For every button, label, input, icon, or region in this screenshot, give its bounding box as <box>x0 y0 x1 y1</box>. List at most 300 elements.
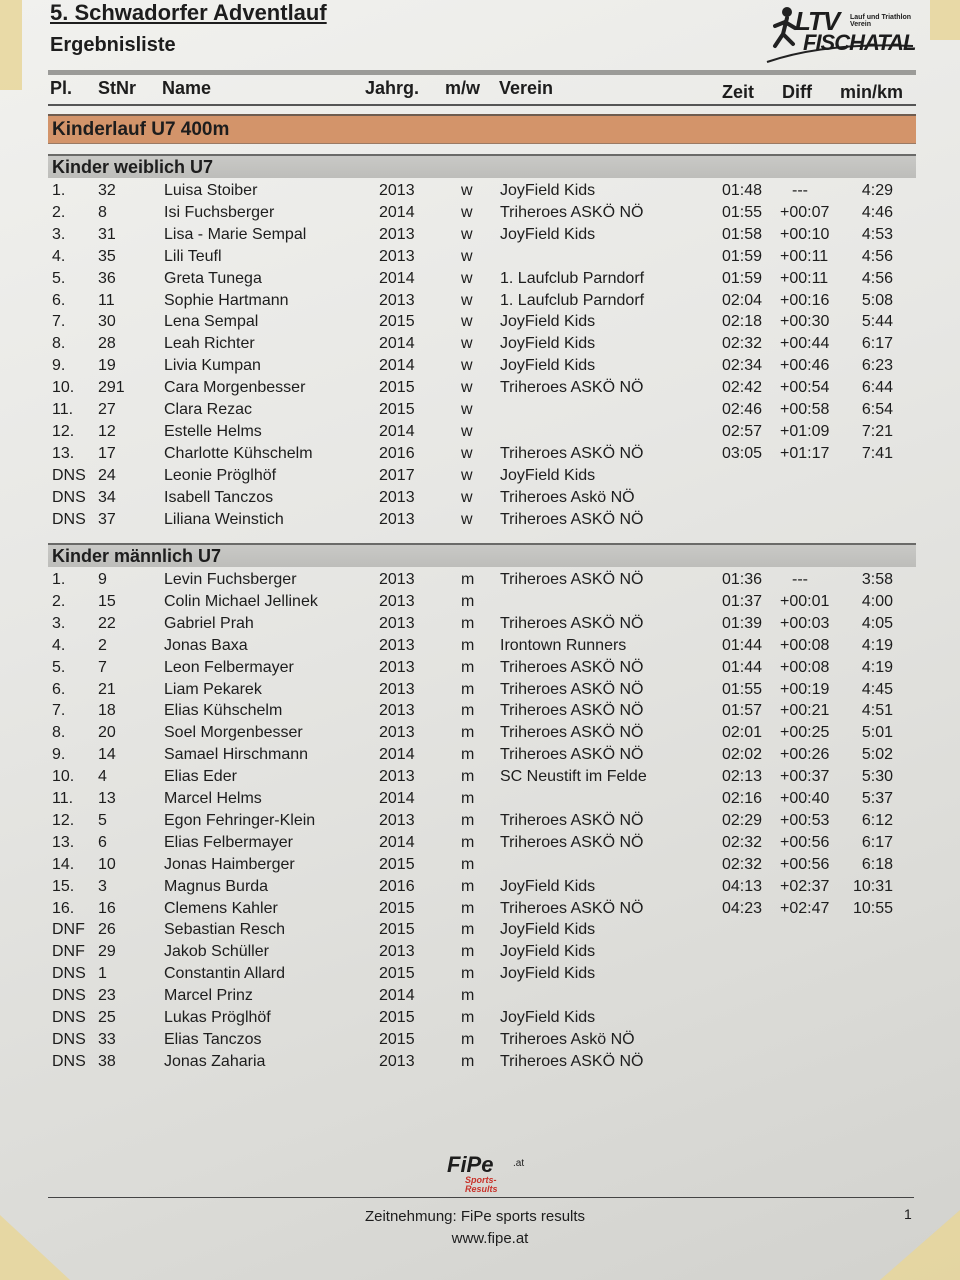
pace-cell: 4:29 <box>861 182 893 199</box>
col-header-place: Pl. <box>50 78 73 98</box>
group-title: Kinder männlich U7 <box>52 546 222 566</box>
name-cell: Lili Teufl <box>164 247 222 265</box>
name-cell: Magnus Burda <box>164 877 269 895</box>
sex-cell: m <box>461 987 475 1005</box>
club-cell: Irontown Runners <box>500 636 627 654</box>
birth-year-cell: 2014 <box>379 833 415 851</box>
table-row <box>0 681 960 703</box>
birth-year-cell: 2013 <box>379 943 415 961</box>
club-cell: JoyField Kids <box>500 225 596 243</box>
diff-cell: +00:37 <box>780 768 830 786</box>
place-cell: 6. <box>52 680 66 698</box>
place-cell: 16. <box>52 899 75 917</box>
sex-cell: m <box>461 614 475 632</box>
start-number-cell: 10 <box>98 855 116 873</box>
name-cell: Jakob Schüller <box>164 943 269 961</box>
birth-year-cell: 2013 <box>379 724 415 742</box>
table-row <box>0 593 960 615</box>
table-row <box>0 423 960 445</box>
place-cell: DNF <box>52 943 85 961</box>
birth-year-cell: 2015 <box>379 401 415 418</box>
table-row <box>0 313 960 335</box>
place-cell: DNS <box>52 987 86 1005</box>
logo-tagline: Lauf und Triathlon Verein <box>850 14 912 28</box>
place-cell: DNS <box>52 510 86 528</box>
name-cell: Isabell Tanczos <box>164 488 274 506</box>
name-cell: Leon Felbermayer <box>164 658 294 676</box>
time-cell: 02:18 <box>722 313 763 331</box>
table-row <box>0 724 960 746</box>
name-cell: Estelle Helms <box>164 422 262 440</box>
time-cell: 02:04 <box>722 291 763 309</box>
place-cell: 14. <box>52 855 75 873</box>
birth-year-cell: 2013 <box>379 636 415 654</box>
start-number-cell: 11 <box>98 291 115 309</box>
group-title: Kinder weiblich U7 <box>52 157 214 177</box>
footer-rule <box>48 1197 914 1198</box>
pace-cell: 5:08 <box>861 291 893 309</box>
time-cell: 02:42 <box>722 379 763 397</box>
sex-cell: m <box>461 746 475 764</box>
place-cell: 3. <box>52 614 66 632</box>
club-cell: Triheroes ASKÖ NÖ <box>500 1052 644 1070</box>
pace-cell: 6:17 <box>861 833 893 851</box>
birth-year-cell: 2016 <box>379 877 415 895</box>
table-row <box>0 571 960 593</box>
sex-cell: w <box>461 488 473 506</box>
table-row <box>0 702 960 724</box>
name-cell: Marcel Helms <box>164 790 262 807</box>
ltv-fischatal-logo <box>765 2 915 64</box>
table-row <box>0 768 960 790</box>
time-cell: 02:32 <box>722 833 763 851</box>
header-rule <box>48 70 916 75</box>
club-cell: JoyField Kids <box>500 335 596 353</box>
place-cell: 12. <box>52 811 75 829</box>
time-cell: 01:55 <box>722 680 763 698</box>
diff-cell: +00:53 <box>780 811 830 829</box>
start-number-cell: 7 <box>98 658 107 676</box>
name-cell: Greta Tunega <box>164 269 262 287</box>
place-cell: 11. <box>52 401 74 418</box>
club-cell: Triheroes ASKÖ NÖ <box>500 203 644 221</box>
place-cell: 2. <box>52 203 66 221</box>
sex-cell: m <box>461 658 475 676</box>
birth-year-cell: 2015 <box>379 1030 415 1048</box>
diff-cell: +00:11 <box>780 269 829 287</box>
birth-year-cell: 2013 <box>379 592 415 610</box>
birth-year-cell: 2013 <box>379 182 415 199</box>
sex-cell: w <box>461 422 473 440</box>
sex-cell: w <box>461 203 473 221</box>
time-cell: 01:37 <box>722 592 763 610</box>
sex-cell: m <box>461 592 475 610</box>
name-cell: Livia Kumpan <box>164 357 261 375</box>
name-cell: Elias Kühschelm <box>164 702 283 720</box>
sex-cell: w <box>461 313 473 331</box>
table-row <box>0 659 960 681</box>
name-cell: Lena Sempal <box>164 313 259 331</box>
logo-ltv-text: LTV <box>795 6 840 36</box>
header-underline <box>48 104 916 106</box>
group-header <box>48 543 916 567</box>
diff-cell: +00:16 <box>780 291 830 309</box>
name-cell: Jonas Zaharia <box>164 1052 266 1070</box>
diff-cell: +00:26 <box>780 746 830 764</box>
time-cell: 01:58 <box>722 225 763 243</box>
place-cell: DNS <box>52 1030 86 1048</box>
sex-cell: m <box>461 899 475 917</box>
table-row <box>0 270 960 292</box>
name-cell: Liam Pekarek <box>164 680 262 698</box>
diff-cell: +00:30 <box>780 313 830 331</box>
name-cell: Lisa - Marie Sempal <box>164 225 307 243</box>
pace-cell: 5:37 <box>861 790 893 807</box>
start-number-cell: 22 <box>98 614 116 632</box>
time-cell: 03:05 <box>722 444 763 462</box>
time-cell: 01:59 <box>722 269 763 287</box>
diff-cell: +00:10 <box>780 225 830 243</box>
diff-cell: +01:09 <box>780 422 830 440</box>
pace-cell: 5:30 <box>861 768 893 786</box>
name-cell: Sebastian Resch <box>164 921 285 939</box>
logo-fischatal-text: FISCHATAL <box>803 30 916 55</box>
sex-cell: m <box>461 636 475 654</box>
sex-cell: m <box>461 965 475 983</box>
pace-cell: 10:31 <box>852 877 893 895</box>
diff-cell: +00:03 <box>780 614 830 632</box>
place-cell: 1. <box>52 571 66 588</box>
start-number-cell: 17 <box>98 444 116 462</box>
club-cell: Triheroes ASKÖ NÖ <box>500 510 644 528</box>
start-number-cell: 24 <box>98 466 116 484</box>
sex-cell: m <box>461 855 475 873</box>
club-cell: JoyField Kids <box>500 965 596 983</box>
table-row <box>0 182 960 204</box>
birth-year-cell: 2013 <box>379 658 415 676</box>
place-cell: DNS <box>52 1009 86 1026</box>
name-cell: Sophie Hartmann <box>164 291 289 309</box>
start-number-cell: 2 <box>98 636 107 654</box>
name-cell: Isi Fuchsberger <box>164 203 275 221</box>
pace-cell: 6:23 <box>861 357 893 375</box>
start-number-cell: 14 <box>98 746 116 764</box>
birth-year-cell: 2014 <box>379 203 415 221</box>
sex-cell: m <box>461 768 475 786</box>
club-cell: JoyField Kids <box>500 943 596 961</box>
table-row <box>0 204 960 226</box>
name-cell: Clara Rezac <box>164 401 253 418</box>
place-cell: 5. <box>52 658 66 676</box>
time-cell: 01:44 <box>722 636 763 654</box>
name-cell: Lukas Pröglhöf <box>164 1009 271 1026</box>
start-number-cell: 21 <box>98 680 116 698</box>
start-number-cell: 32 <box>98 182 116 199</box>
diff-cell: --- <box>792 571 808 588</box>
pace-cell: 6:54 <box>861 401 893 418</box>
fipe-logo-domain: .at <box>513 1158 525 1169</box>
sex-cell: m <box>461 833 475 851</box>
time-cell: 02:29 <box>722 811 763 829</box>
club-cell: JoyField Kids <box>500 357 596 375</box>
time-cell: 01:39 <box>722 614 763 632</box>
sex-cell: w <box>461 444 473 462</box>
sex-cell: w <box>461 182 473 199</box>
club-cell: Triheroes ASKÖ NÖ <box>500 614 644 632</box>
birth-year-cell: 2014 <box>379 269 415 287</box>
name-cell: Elias Eder <box>164 768 237 786</box>
place-cell: DNS <box>52 1052 86 1070</box>
diff-cell: +00:08 <box>780 658 830 676</box>
club-cell: Triheroes ASKÖ NÖ <box>500 811 644 829</box>
start-number-cell: 19 <box>98 357 116 375</box>
time-cell: 02:13 <box>722 768 763 786</box>
table-row <box>0 248 960 270</box>
start-number-cell: 27 <box>98 401 116 418</box>
pace-cell: 4:51 <box>861 702 893 720</box>
club-cell: Triheroes ASKÖ NÖ <box>500 724 644 742</box>
place-cell: 1. <box>52 182 66 199</box>
table-row <box>0 1053 960 1075</box>
place-cell: 8. <box>52 724 66 742</box>
pace-cell: 7:41 <box>861 444 893 462</box>
place-cell: 4. <box>52 247 66 265</box>
diff-cell: +00:44 <box>780 335 830 353</box>
place-cell: 10. <box>52 379 75 397</box>
name-cell: Leonie Pröglhöf <box>164 466 277 484</box>
pace-cell: 4:00 <box>861 592 893 610</box>
sex-cell: m <box>461 702 475 720</box>
sex-cell: w <box>461 291 473 309</box>
table-row <box>0 637 960 659</box>
pace-cell: 3:58 <box>861 571 893 588</box>
pace-cell: 4:46 <box>861 203 893 221</box>
start-number-cell: 15 <box>98 592 116 610</box>
pace-cell: 6:18 <box>861 855 893 873</box>
time-cell: 02:01 <box>722 724 763 742</box>
start-number-cell: 36 <box>98 269 116 287</box>
time-cell: 01:57 <box>722 702 763 720</box>
start-number-cell: 34 <box>98 488 116 506</box>
pace-cell: 7:21 <box>861 422 893 440</box>
place-cell: 11. <box>52 790 74 807</box>
sex-cell: m <box>461 1030 475 1048</box>
birth-year-cell: 2015 <box>379 1009 415 1026</box>
table-row <box>0 943 960 965</box>
time-cell: 01:44 <box>722 658 763 676</box>
results-list-heading: Ergebnisliste <box>50 34 176 56</box>
diff-cell: +00:08 <box>780 636 830 654</box>
sex-cell: w <box>461 357 473 375</box>
col-header-sex: m/w <box>445 78 481 98</box>
pace-cell: 4:56 <box>861 269 893 287</box>
category-bar <box>48 114 916 144</box>
place-cell: 12. <box>52 422 75 440</box>
start-number-cell: 13 <box>98 790 116 807</box>
sex-cell: w <box>461 335 473 353</box>
place-cell: 13. <box>52 833 75 851</box>
sex-cell: w <box>461 466 473 484</box>
name-cell: Marcel Prinz <box>164 987 253 1005</box>
place-cell: 4. <box>52 636 66 654</box>
club-cell: JoyField Kids <box>500 182 596 199</box>
club-cell: Triheroes ASKÖ NÖ <box>500 899 644 917</box>
sex-cell: w <box>461 269 473 287</box>
col-header-time: Zeit <box>722 82 755 102</box>
start-number-cell: 29 <box>98 943 116 961</box>
diff-cell: +00:40 <box>780 790 830 807</box>
time-cell: 02:32 <box>722 855 763 873</box>
club-cell: Triheroes ASKÖ NÖ <box>500 658 644 676</box>
birth-year-cell: 2014 <box>379 987 415 1005</box>
time-cell: 02:16 <box>722 790 763 807</box>
start-number-cell: 37 <box>98 510 116 528</box>
place-cell: DNS <box>52 965 86 983</box>
club-cell: Triheroes ASKÖ NÖ <box>500 833 644 851</box>
birth-year-cell: 2013 <box>379 488 415 506</box>
pace-cell: 4:05 <box>861 614 893 632</box>
birth-year-cell: 2013 <box>379 680 415 698</box>
col-header-name: Name <box>162 78 212 98</box>
table-row <box>0 878 960 900</box>
pace-cell: 4:19 <box>861 636 893 654</box>
place-cell: 5. <box>52 269 66 287</box>
sex-cell: m <box>461 790 475 807</box>
birth-year-cell: 2015 <box>379 313 415 331</box>
birth-year-cell: 2015 <box>379 921 415 939</box>
club-cell: Triheroes ASKÖ NÖ <box>500 379 644 397</box>
place-cell: 6. <box>52 291 66 309</box>
name-cell: Luisa Stoiber <box>164 182 258 199</box>
website-url[interactable]: www.fipe.at <box>451 1230 529 1247</box>
start-number-cell: 9 <box>98 571 107 588</box>
table-row <box>0 511 960 533</box>
club-cell: JoyField Kids <box>500 313 596 331</box>
start-number-cell: 38 <box>98 1052 116 1070</box>
name-cell: Samael Hirschmann <box>164 746 309 764</box>
name-cell: Jonas Haimberger <box>164 855 295 873</box>
diff-cell: +00:56 <box>780 833 830 851</box>
pace-cell: 4:45 <box>861 680 893 698</box>
birth-year-cell: 2017 <box>379 466 415 484</box>
table-row <box>0 401 960 423</box>
birth-year-cell: 2013 <box>379 768 415 786</box>
diff-cell: +02:47 <box>780 899 830 917</box>
sex-cell: m <box>461 1052 475 1070</box>
time-cell: 04:23 <box>722 899 763 917</box>
start-number-cell: 31 <box>98 225 116 243</box>
birth-year-cell: 2014 <box>379 790 415 807</box>
club-cell: JoyField Kids <box>500 877 596 895</box>
diff-cell: +00:46 <box>780 357 830 375</box>
birth-year-cell: 2013 <box>379 811 415 829</box>
col-header-pace: min/km <box>840 82 904 102</box>
name-cell: Cara Morgenbesser <box>164 379 306 397</box>
time-cell: 01:59 <box>722 247 763 265</box>
place-cell: DNS <box>52 466 86 484</box>
start-number-cell: 33 <box>98 1030 116 1048</box>
pace-cell: 4:56 <box>861 247 893 265</box>
birth-year-cell: 2014 <box>379 422 415 440</box>
pace-cell: 5:02 <box>861 746 893 764</box>
table-row <box>0 226 960 248</box>
start-number-cell: 3 <box>98 877 107 895</box>
sex-cell: m <box>461 811 475 829</box>
table-row <box>0 987 960 1009</box>
table-row <box>0 489 960 511</box>
name-cell: Egon Fehringer-Klein <box>164 811 316 829</box>
birth-year-cell: 2015 <box>379 379 415 397</box>
table-row <box>0 615 960 637</box>
fipe-logo <box>445 1152 535 1192</box>
club-cell: Triheroes ASKÖ NÖ <box>500 571 644 588</box>
diff-cell: +00:56 <box>780 855 830 873</box>
start-number-cell: 6 <box>98 833 107 851</box>
table-row <box>0 292 960 314</box>
table-row <box>0 746 960 768</box>
col-header-start-number: StNr <box>98 78 137 98</box>
time-cell: 02:46 <box>722 401 763 418</box>
club-cell: Triheroes ASKÖ NÖ <box>500 444 644 462</box>
sex-cell: w <box>461 225 473 243</box>
pace-cell: 5:44 <box>861 313 893 331</box>
pace-cell: 10:55 <box>852 899 893 917</box>
table-row <box>0 790 960 812</box>
sex-cell: m <box>461 724 475 742</box>
start-number-cell: 20 <box>98 724 116 742</box>
place-cell: DNF <box>52 921 85 939</box>
name-cell: Liliana Weinstich <box>164 510 284 528</box>
diff-cell: +00:58 <box>780 401 830 418</box>
table-row <box>0 379 960 401</box>
timing-credit: Zeitnehmung: FiPe sports results <box>364 1208 586 1225</box>
start-number-cell: 25 <box>98 1009 116 1026</box>
birth-year-cell: 2015 <box>379 855 415 873</box>
name-cell: Gabriel Prah <box>164 614 254 632</box>
place-cell: 9. <box>52 357 66 375</box>
start-number-cell: 5 <box>98 811 107 829</box>
club-cell: 1. Laufclub Parndorf <box>500 291 645 309</box>
table-row <box>0 335 960 357</box>
start-number-cell: 30 <box>98 313 116 331</box>
birth-year-cell: 2013 <box>379 1052 415 1070</box>
club-cell: Triheroes ASKÖ NÖ <box>500 702 644 720</box>
group-header <box>48 154 916 178</box>
col-header-diff: Diff <box>782 82 812 102</box>
start-number-cell: 8 <box>98 203 107 221</box>
sex-cell: m <box>461 680 475 698</box>
table-row <box>0 856 960 878</box>
sex-cell: m <box>461 571 475 588</box>
diff-cell: --- <box>792 182 808 199</box>
name-cell: Clemens Kahler <box>164 899 278 917</box>
tape-top-right <box>930 0 960 40</box>
fipe-logo-subtitle <box>465 1176 498 1194</box>
diff-cell: +00:25 <box>780 724 830 742</box>
start-number-cell: 18 <box>98 702 116 720</box>
pace-cell: 4:53 <box>861 225 893 243</box>
time-cell: 01:55 <box>722 203 763 221</box>
table-row <box>0 1031 960 1053</box>
birth-year-cell: 2013 <box>379 571 415 588</box>
table-row <box>0 812 960 834</box>
place-cell: 2. <box>52 592 66 610</box>
place-cell: 15. <box>52 877 75 895</box>
birth-year-cell: 2015 <box>379 965 415 983</box>
name-cell: Constantin Allard <box>164 965 285 983</box>
start-number-cell: 35 <box>98 247 116 265</box>
sex-cell: w <box>461 401 473 418</box>
